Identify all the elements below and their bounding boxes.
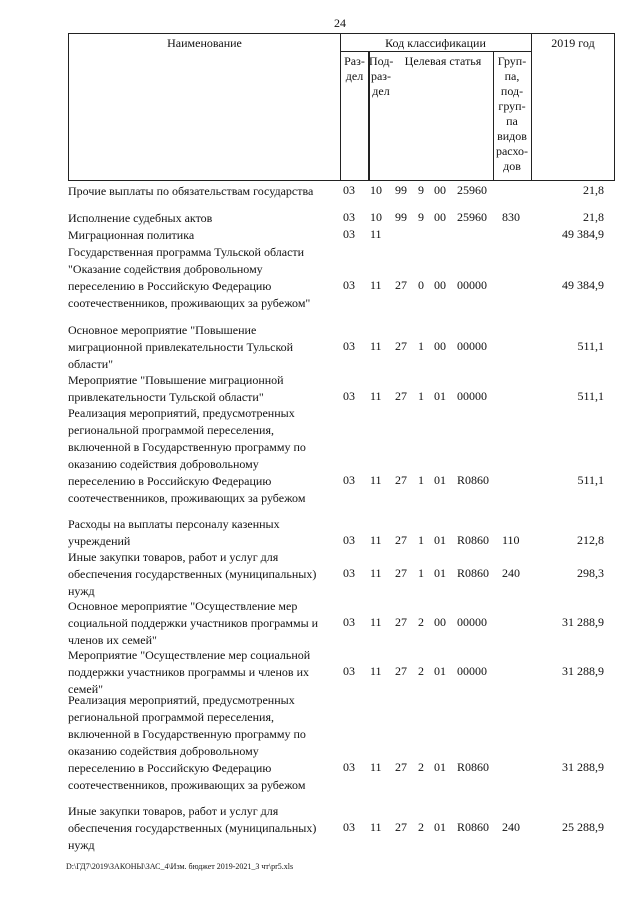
code-r: 03 xyxy=(343,389,355,403)
code-p: 10 xyxy=(370,210,382,224)
code-t1: 27 xyxy=(395,760,407,774)
code-t4: 00000 xyxy=(457,278,487,292)
header-classification: Код классификации xyxy=(385,36,486,50)
code-r: 03 xyxy=(343,533,355,547)
code-t1: 27 xyxy=(395,566,407,580)
code-g: 830 xyxy=(502,210,520,224)
file-path-footer: D:\ГД7\2019\ЗАКОНЫ\ЗАС_4\Изм. бюджет 2019-2021_3 чт\pr5.xls xyxy=(66,862,294,871)
code-t4: 25960 xyxy=(457,183,487,197)
code-r: 03 xyxy=(343,227,355,241)
code-t3: 01 xyxy=(434,664,446,678)
code-p: 11 xyxy=(370,473,382,487)
code-t2: 1 xyxy=(418,389,424,403)
code-t4: R0860 xyxy=(457,760,490,774)
code-r: 03 xyxy=(343,473,355,487)
code-p: 11 xyxy=(370,339,382,353)
code-t2: 9 xyxy=(418,183,424,197)
code-t1: 27 xyxy=(395,664,407,678)
code-t4: 00000 xyxy=(457,664,487,678)
code-r: 03 xyxy=(343,615,355,629)
code-p: 11 xyxy=(370,533,382,547)
header-year: 2019 год xyxy=(551,36,595,50)
value-2019: 49 384,9 xyxy=(562,227,604,241)
code-t1: 99 xyxy=(395,183,407,197)
value-2019: 31 288,9 xyxy=(562,664,604,678)
row-name: Прочие выплаты по обязательствам государства xyxy=(68,184,314,198)
code-t1: 27 xyxy=(395,339,407,353)
row-name: Реализация мероприятий, предусмотренных региональной программой переселения, включенной в Государственную программу по оказанию содействия добровольному переселению в Российскую Федерацию соотечественников, проживающих за рубежом xyxy=(68,693,306,792)
code-p: 11 xyxy=(370,278,382,292)
value-2019: 21,8 xyxy=(583,210,604,224)
value-2019: 25 288,9 xyxy=(562,820,604,834)
code-t1: 27 xyxy=(395,278,407,292)
row-name: Основное мероприятие "Повышение миграционной привлекательности Тульской области" xyxy=(68,323,294,371)
code-t4: R0860 xyxy=(457,820,490,834)
code-t3: 01 xyxy=(434,566,446,580)
row-name: Основное мероприятие "Осуществление мер социальной поддержки участников программы и членов их семей" xyxy=(68,599,319,647)
code-t2: 1 xyxy=(418,339,424,353)
value-2019: 49 384,9 xyxy=(562,278,604,292)
code-t1: 27 xyxy=(395,615,407,629)
code-r: 03 xyxy=(343,760,355,774)
code-t2: 2 xyxy=(418,820,424,834)
code-t2: 2 xyxy=(418,615,424,629)
value-2019: 511,1 xyxy=(577,473,604,487)
row-name: Государственная программа Тульской области "Оказание содействия добровольному переселению в Российскую Федерацию соотечественников, проживающих за рубежом" xyxy=(68,245,311,310)
code-t2: 1 xyxy=(418,533,424,547)
code-t3: 00 xyxy=(434,339,446,353)
value-2019: 212,8 xyxy=(577,533,604,547)
code-t3: 01 xyxy=(434,533,446,547)
code-t4: R0860 xyxy=(457,533,490,547)
code-r: 03 xyxy=(343,820,355,834)
code-p: 11 xyxy=(370,615,382,629)
header-razdel: Раз- дел xyxy=(344,54,365,83)
code-g: 240 xyxy=(502,566,520,580)
code-t4: 00000 xyxy=(457,339,487,353)
code-t4: 25960 xyxy=(457,210,487,224)
code-r: 03 xyxy=(343,339,355,353)
code-r: 03 xyxy=(343,664,355,678)
code-t4: 00000 xyxy=(457,615,487,629)
value-2019: 511,1 xyxy=(577,339,604,353)
row-name: Мероприятие "Осуществление мер социальной поддержки участников программы и членов их семей" xyxy=(68,648,311,696)
code-t2: 1 xyxy=(418,566,424,580)
code-t3: 01 xyxy=(434,389,446,403)
code-p: 11 xyxy=(370,389,382,403)
code-t3: 00 xyxy=(434,210,446,224)
row-name: Миграционная политика xyxy=(68,228,195,242)
code-t2: 0 xyxy=(418,278,424,292)
code-r: 03 xyxy=(343,210,355,224)
value-2019: 298,3 xyxy=(577,566,604,580)
code-r: 03 xyxy=(343,566,355,580)
code-g: 110 xyxy=(502,533,520,547)
row-name: Иные закупки товаров, работ и услуг для обеспечения государственных (муниципальных) нужд xyxy=(68,550,317,598)
code-t1: 99 xyxy=(395,210,407,224)
row-name: Иные закупки товаров, работ и услуг для обеспечения государственных (муниципальных) нужд xyxy=(68,804,317,852)
code-t3: 01 xyxy=(434,473,446,487)
header-group: Груп- па, под- груп- па видов расхо- дов xyxy=(495,54,529,173)
code-t2: 2 xyxy=(418,664,424,678)
row-name: Расходы на выплаты персоналу казенных учреждений xyxy=(68,517,280,548)
code-p: 11 xyxy=(370,664,382,678)
code-t3: 00 xyxy=(434,183,446,197)
header-name: Наименование xyxy=(167,36,242,50)
row-name: Исполнение судебных актов xyxy=(68,211,213,225)
page-number: 24 xyxy=(334,16,346,30)
row-name: Мероприятие "Повышение миграционной привлекательности Тульской области" xyxy=(68,373,284,404)
code-r: 03 xyxy=(343,278,355,292)
code-t3: 01 xyxy=(434,820,446,834)
code-p: 11 xyxy=(370,566,382,580)
code-t1: 27 xyxy=(395,820,407,834)
table-header xyxy=(68,33,615,181)
code-t2: 1 xyxy=(418,473,424,487)
code-t4: R0860 xyxy=(457,473,490,487)
code-t1: 27 xyxy=(395,389,407,403)
code-p: 11 xyxy=(370,820,382,834)
value-2019: 31 288,9 xyxy=(562,760,604,774)
code-t2: 2 xyxy=(418,760,424,774)
value-2019: 511,1 xyxy=(577,389,604,403)
header-target: Целевая статья xyxy=(404,54,482,68)
row-name: Реализация мероприятий, предусмотренных региональной программой переселения, включенной в Государственную программу по оказанию содействия добровольному переселению в Российскую Федерацию соотечественников, проживающих за рубежом xyxy=(68,406,306,505)
code-t1: 27 xyxy=(395,473,407,487)
code-t4: 00000 xyxy=(457,389,487,403)
code-t3: 01 xyxy=(434,760,446,774)
value-2019: 21,8 xyxy=(583,183,604,197)
code-p: 11 xyxy=(370,760,382,774)
code-t3: 00 xyxy=(434,278,446,292)
value-2019: 31 288,9 xyxy=(562,615,604,629)
code-t4: R0860 xyxy=(457,566,490,580)
code-t2: 9 xyxy=(418,210,424,224)
code-t3: 00 xyxy=(434,615,446,629)
code-p: 10 xyxy=(370,183,382,197)
code-r: 03 xyxy=(343,183,355,197)
code-g: 240 xyxy=(502,820,520,834)
code-p: 11 xyxy=(370,227,382,241)
code-t1: 27 xyxy=(395,533,407,547)
header-podrazdel: Под- раз- дел xyxy=(369,54,394,98)
